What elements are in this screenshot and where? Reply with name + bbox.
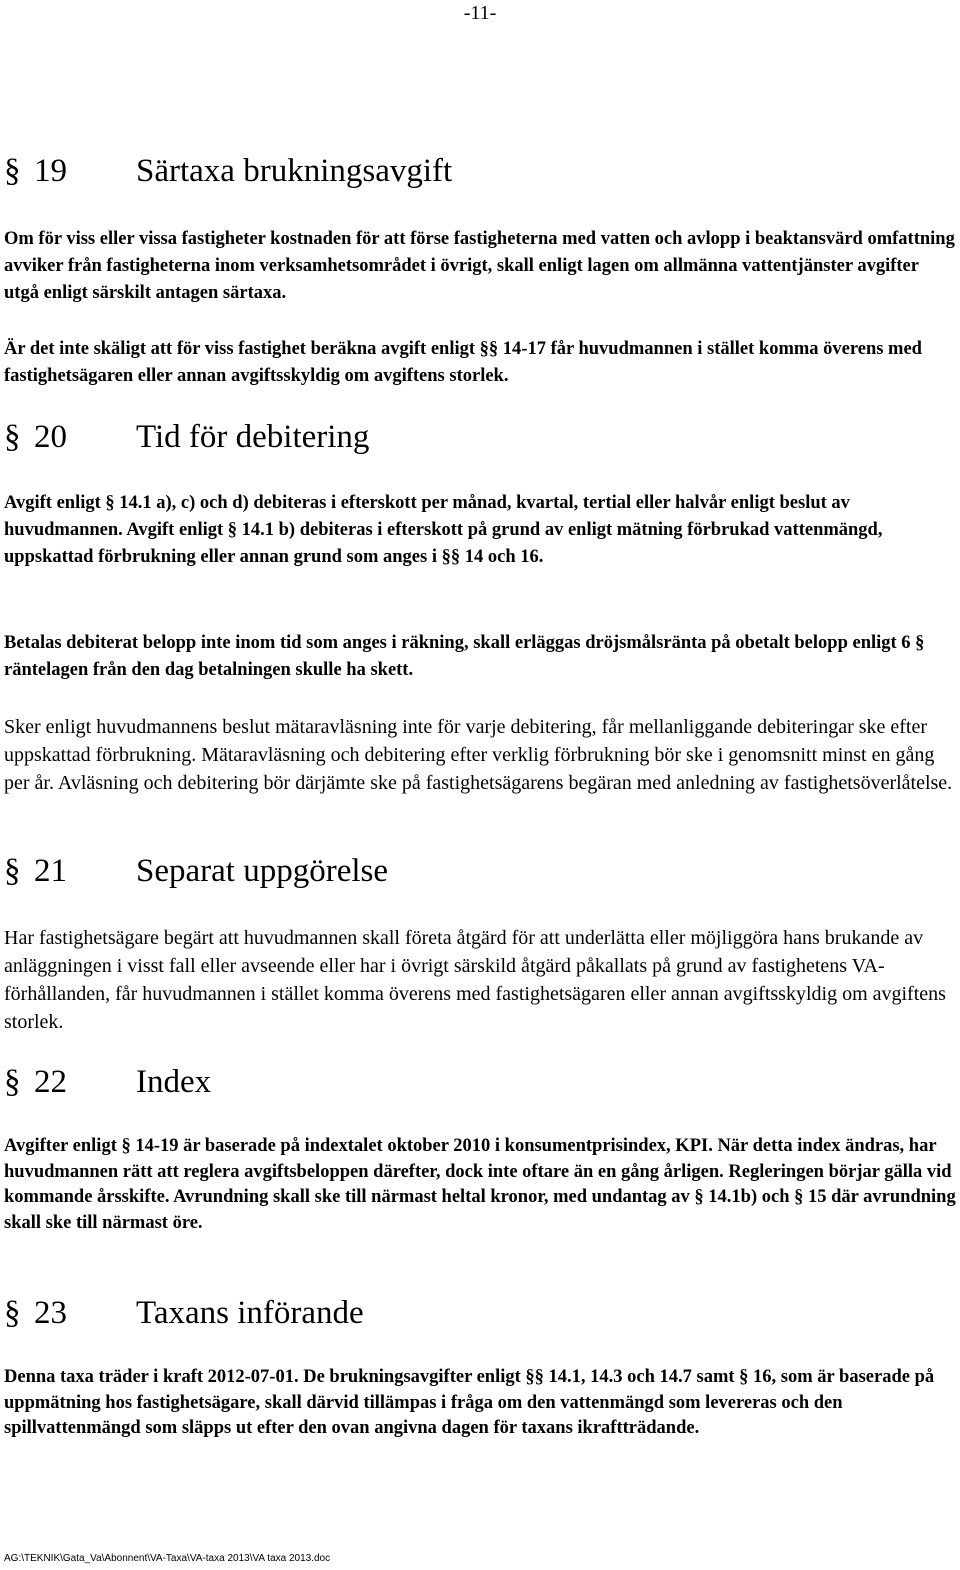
page-number: -11-: [463, 2, 497, 24]
section-21-paragraph-1: Har fastighetsägare begärt att huvudmannen skall företa åtgärd för att underlätta eller möjliggöra hans brukande av anläggningen i visst fall eller avseende eller har i övrigt särskild åtgärd påkallats på grund av fastighetens VA-förhållanden, får huvudmannen i stället komma överens med fastighetsägaren eller annan avgiftsskyldig om avgiftens storlek.: [4, 927, 946, 1033]
section-symbol: §: [4, 1064, 21, 1100]
section-symbol: §: [4, 1295, 21, 1331]
section-22-heading: [4, 1064, 211, 1101]
section-19-heading: [4, 153, 452, 190]
section-title: Särtaxa brukningsavgift: [136, 153, 453, 189]
section-22-paragraph-1: Avgifter enligt § 14-19 är baserade på indextalet oktober 2010 i konsumentprisindex, KPI. När detta index ändras, har huvudmannen rätt att reglera avgiftsbeloppen därefter, dock inte oftare än en gång årligen. Regleringen börjar gälla vid kommande årsskifte. Avrundning skall ske till närmast heltal kronor, med undantag av § 14.1b) och § 15 där avrundning skall ske till närmast öre.: [4, 1136, 956, 1233]
section-number: 19: [34, 153, 67, 189]
section-20-heading: [4, 419, 369, 456]
section-title: Index: [136, 1064, 212, 1100]
section-21-heading: [4, 853, 388, 890]
section-title: Taxans införande: [136, 1295, 364, 1331]
footer-file-path: AG:\TEKNIK\Gata_Va\Abonnent\VA-Taxa\VA-taxa 2013\VA taxa 2013.doc: [4, 1553, 331, 1564]
section-symbol: §: [4, 153, 21, 189]
section-23-paragraph-1: Denna taxa träder i kraft 2012-07-01. De brukningsavgifter enligt §§ 14.1, 14.3 och 14.7 samt § 16, som är baserade på uppmätning hos fastighetsägare, skall därvid tillämpas i fråga om den vattenmängd som levereras och den spillvattenmängd som släpps ut efter den ovan angivna dagen för taxans ikraftträdande.: [4, 1367, 935, 1438]
section-19-paragraph-2: Är det inte skäligt att för viss fastighet beräkna avgift enligt §§ 14-17 får huvudmannen i stället komma överens med fastighetsägaren eller annan avgiftsskyldig om avgiftens storlek.: [4, 339, 922, 386]
section-title: Tid för debitering: [136, 419, 370, 455]
section-title: Separat uppgörelse: [136, 853, 388, 889]
section-19-paragraph-1: Om för viss eller vissa fastigheter kostnaden för att förse fastigheterna med vatten och avlopp i beaktansvärd omfattning avviker från fastigheterna inom verksamhetsområdet i övrigt, skall enligt lagen om allmänna vattentjänster avgifter utgå enligt särskilt antagen särtaxa.: [4, 229, 955, 303]
section-20-paragraph-3: Sker enligt huvudmannens beslut mätaravläsning inte för varje debitering, får mellanliggande debiteringar ske efter uppskattad förbrukning. Mätaravläsning och debitering efter verklig förbrukning bör ske i genomsnitt minst en gång per år. Avläsning och debitering bör därjämte ske på fastighetsägarens begäran med anledning av fastighetsöverlåtelse.: [4, 716, 953, 794]
section-number: 21: [34, 853, 67, 889]
section-number: 23: [34, 1295, 67, 1331]
section-20-paragraph-1: Avgift enligt § 14.1 a), c) och d) debiteras i efterskott per månad, kvartal, tertial eller halvår enligt beslut av huvudmannen. Avgift enligt § 14.1 b) debiteras i efterskott på grund av enligt mätning förbrukad vattenmängd, uppskattad förbrukning eller annan grund som anges i §§ 14 och 16.: [4, 493, 883, 567]
section-number: 20: [34, 419, 67, 455]
section-23-heading: [4, 1295, 364, 1332]
section-number: 22: [34, 1064, 67, 1100]
section-symbol: §: [4, 419, 21, 455]
section-20-paragraph-2: Betalas debiterat belopp inte inom tid som anges i räkning, skall erläggas dröjsmålsränta på obetalt belopp enligt 6 § räntelagen från den dag betalningen skulle ha skett.: [4, 633, 925, 680]
section-symbol: §: [4, 853, 21, 889]
